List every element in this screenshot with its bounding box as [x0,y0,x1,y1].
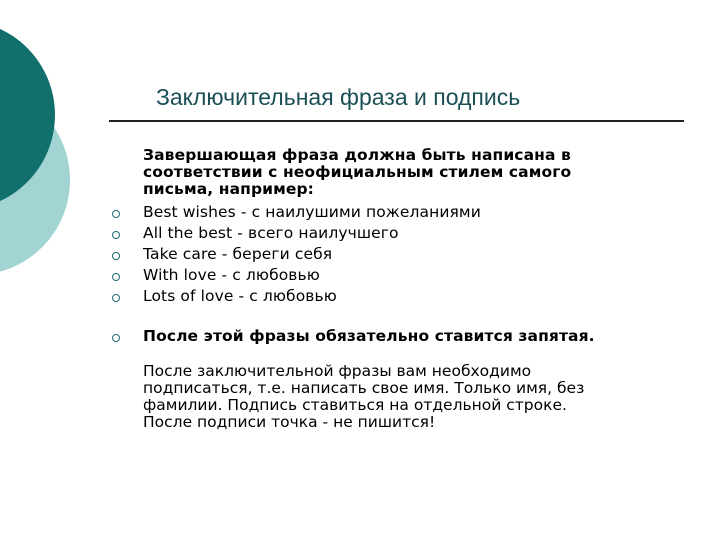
intro-line-3: письма, например: [143,180,314,198]
intro-line-2: соответствии с неофициальным стилем самого [143,163,572,181]
bullet-icon [112,231,120,239]
comma-note: После этой фразы обязательно ставится запятая. [143,327,595,345]
example-item: Lots of love - с любовью [143,287,337,305]
bullet-icon [112,294,120,302]
signature-paragraph [143,363,584,431]
example-item: Take care - береги себя [143,245,333,263]
signature-line-1: После заключительной фразы вам необходимо [143,362,532,380]
signature-line-3: фамилии. Подпись ставиться на отдельной строке. [143,396,567,414]
signature-line-4: После подписи точка - не пишится! [143,413,436,431]
bullet-icon [112,252,120,260]
example-item: All the best - всего наилучшего [143,224,399,242]
signature-line-2: подписаться, т.е. написать свое имя. Только имя, без [143,379,585,397]
bullet-icon [112,334,120,342]
bullet-icon [112,210,120,218]
intro-line-1: Завершающая фраза должна быть написана в [143,146,571,164]
bullet-icon [112,273,120,281]
slide-title: Заключительная фраза и подпись [156,84,521,110]
example-item: Best wishes - с наилушими пожеланиями [143,203,481,221]
example-item: With love - с любовью [143,266,320,284]
